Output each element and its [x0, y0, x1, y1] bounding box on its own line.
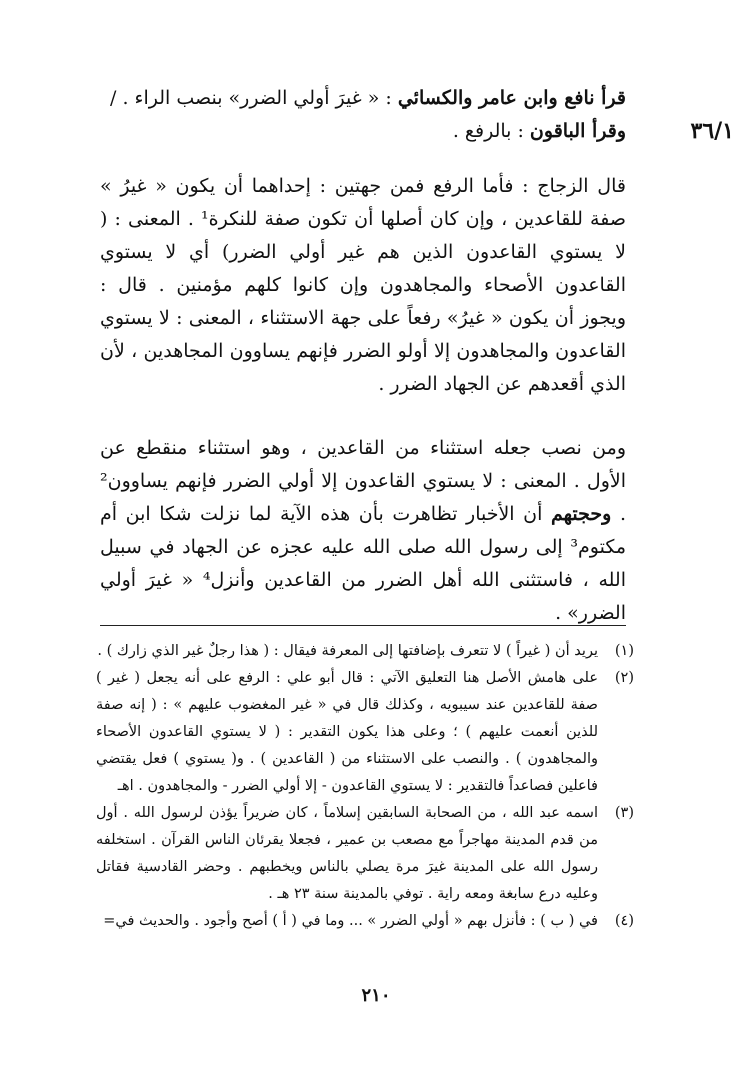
footnote-number: (٢): [614, 670, 634, 686]
footnote-number: (٤): [614, 913, 634, 929]
footnote-separator: [100, 625, 626, 626]
footnote: [96, 638, 634, 665]
readers-text: : « غيرَ أولي الضرر» بنصب الراء . /: [110, 87, 398, 109]
footnote-text: يريد أن ( غيراً ) لا تتعرف بإضافتها إلى المعرفة فيقال : ( هذا رجلٌ غير الذي زارك ) .: [97, 643, 598, 659]
argument-lead: وحجتهم: [551, 503, 612, 525]
footnote-text: في ( ب ) : فأنزل بهم « أولي الضرر » ... وما في ( أ ) أصح وأجود . والحديث في=: [103, 913, 598, 929]
footnote: [96, 665, 634, 800]
page-number: ٢١٠: [361, 985, 391, 1006]
others-lead: وقرأ الباقون: [529, 120, 626, 142]
paragraph-zajjaj: قال الزجاج : فأما الرفع فمن جهتين : إحداهما أن يكون « غيرُ » صفة للقاعدين ، وإن كان أصلها أن تكون صفة للنكرة¹ . المعنى : ( لا يستوي القاعدون الذين هم غير أولي الضرر) أي لا يستوي القاعدون الأصحاء والمجاهدون وإن كانوا كلهم مؤمنين . قال : ويجوز أن يكون « غيرُ» رفعاً على جهة الاستثناء ، المعنى : لا يستوي القاعدون والمجاهدون إلا أولو الضرر فإنهم يساوون المجاهدين ، لأن الذي أقعدهم عن الجهاد الضرر .: [100, 175, 626, 395]
footnotes: [96, 638, 634, 935]
footnote-text: على هامش الأصل هنا التعليق الآتي : قال أبو علي : الرفع على أنه يجعل ( غير ) صفة للقاعدين عند سيبويه ، وكذلك قال في « غير المغضوب عليهم » : ( إنه صفة للذين أنعمت عليهم ) ؛ وعلى هذا يكون التقدير : ( لا يستوي القاعدون الأصحاء والمجاهدون ) . والنصب على الاستثناء من ( القاعدين ) . و( يستوي ) فعل يقتضي فاعلين فصاعداً فالتقدير : لا يستوي القاعدون - إلا أولي الضرر - والمجاهدون . اهـ: [96, 670, 598, 794]
readers-lead: قرأ نافع وابن عامر والكسائي: [397, 87, 626, 109]
paragraph-nasb: [100, 432, 626, 630]
footnote: [96, 908, 634, 935]
margin-volume-page-marker: ٣٦/١: [690, 118, 734, 144]
paragraph-readings: [100, 82, 626, 148]
others-text: : بالرفع .: [452, 120, 530, 142]
nasb-text: ومن نصب جعله استثناء من القاعدين ، وهو استثناء منقطع عن الأول . المعنى : لا يستوي القاعدون إلا أولي الضرر فإنهم يساوون² .: [100, 437, 626, 525]
footnote-number: (٣): [614, 805, 634, 821]
argument-text: أن الأخبار تظاهرت بأن هذه الآية لما نزلت شكا ابن أم مكتوم³ إلى رسول الله صلى الله عليه عجزه عن الجهاد في سبيل الله ، فاستثنى الله أهل الضرر من القاعدين وأنزل⁴ « غيرَ أولي الضرر» .: [100, 503, 626, 624]
footnote-number: (١): [614, 643, 634, 659]
footnote: [96, 800, 634, 908]
footnote-text: اسمه عبد الله ، من الصحابة السابقين إسلاماً ، كان ضريراً يؤذن لرسول الله . أول من قدم المدينة مهاجراً مع مصعب بن عمير ، فجعلا يقرئان الناس القرآن . استخلفه رسول الله على المدينة غيرَ مرة يصلي بالناس ويخطبهم . وحضر القادسية فقاتل وعليه درع سابغة ومعه راية . توفي بالمدينة سنة ٢٣ هـ .: [96, 805, 598, 902]
